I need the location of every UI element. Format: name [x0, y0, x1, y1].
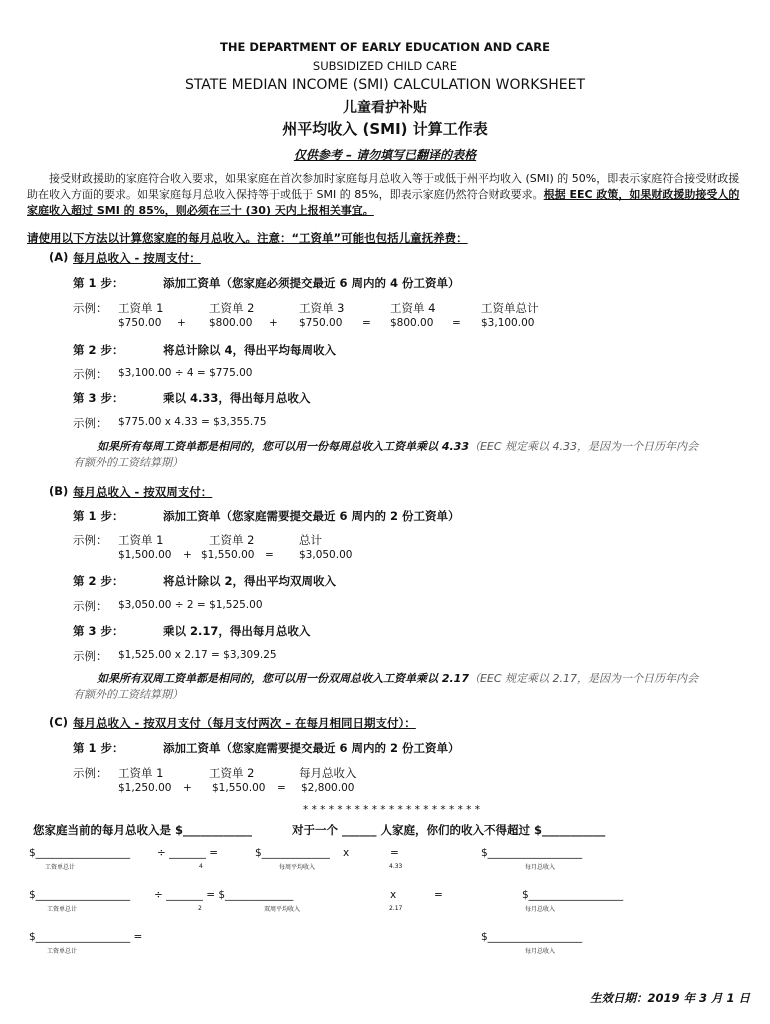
section-b-value-total: $3,050.00 — [299, 549, 353, 561]
section-a-value-2: $800.00 — [209, 317, 253, 329]
section-a-step3-label: 第 3 步： — [73, 391, 124, 405]
row1-divide-field[interactable]: ÷ _______ = — [157, 847, 219, 859]
star-divider: * * * * * * * * * * * * * * * * * * * * * — [303, 804, 481, 816]
section-a-step3-text: 乘以 4.33，得出每月总收入 — [163, 391, 311, 405]
section-a-note-bold: 如果所有每周工资单都是相同的，您可以用一份每周总收入工资单乘以 4.33 — [97, 440, 469, 453]
row3-paycheck-total-field[interactable]: $__________________ = — [29, 931, 143, 943]
row2-caption-biweekly-average: 双周平均收入 — [264, 906, 301, 913]
summary-limit[interactable]: 对于一个 ______ 人家庭，你们的收入不得超过 $___________ — [292, 823, 606, 837]
section-b-value-2: $1,550.00 — [201, 549, 255, 561]
section-a-head-3: 工资单 3 — [299, 301, 345, 315]
row2-equals-sign: = — [434, 889, 443, 901]
row1-monthly-income-field[interactable]: $__________________ — [481, 847, 583, 859]
section-b-step1-label: 第 1 步： — [73, 509, 124, 523]
section-a-step2-example: $3,100.00 ÷ 4 = $775.00 — [118, 367, 253, 379]
section-c-value-total: $2,800.00 — [301, 782, 355, 794]
effective-date: 生效日期：2019 年 3 月 1 日 — [590, 991, 751, 1005]
section-a-op-1: + — [177, 317, 186, 329]
section-b-example-label: 示例： — [73, 533, 108, 547]
row1-multiply-sign: x — [343, 847, 350, 859]
row3-caption-monthly-income: 每月总收入 — [525, 948, 556, 955]
department-heading: THE DEPARTMENT OF EARLY EDUCATION AND CARE — [220, 40, 550, 54]
section-b-head-total: 总计 — [299, 533, 322, 547]
instruction-line: 请使用以下方法以计算您家庭的每月总收入。注意：“工资单”可能也包括儿童抚养费： — [27, 231, 468, 245]
row2-multiply-sign: x — [390, 889, 397, 901]
row1-caption-monthly-income: 每月总收入 — [525, 864, 556, 871]
section-c-example-label: 示例： — [73, 766, 108, 780]
intro-policy-text: 根据 EEC 政策，如果财政援助接受人的家庭收入超过 SMI 的 85%，则必须在三十 (30) 天内上报相关事宜。 — [27, 188, 740, 217]
section-b-op-1: + — [183, 549, 192, 561]
section-a-step2-text: 将总计除以 4，得出平均每周收入 — [163, 343, 337, 357]
reference-note: 仅供参考 – 请勿填写已翻译的表格 — [293, 148, 477, 162]
section-a-op-eq: = — [452, 317, 461, 329]
section-a-step2-example-label: 示例： — [73, 367, 108, 381]
row3-monthly-income-field[interactable]: $__________________ — [481, 931, 583, 943]
row1-paycheck-total-field[interactable]: $__________________ — [29, 847, 131, 859]
section-b-op-eq: = — [265, 549, 274, 561]
row2-monthly-income-field[interactable]: $__________________ — [522, 889, 624, 901]
section-b-step1-text: 添加工资单（您家庭需要提交最近 6 周内的 2 份工资单） — [163, 509, 460, 523]
section-a-head-2: 工资单 2 — [209, 301, 255, 315]
section-a-letter: (A) — [49, 250, 69, 264]
section-a-step3-example: $775.00 x 4.33 = $3,355.75 — [118, 416, 267, 428]
row2-paycheck-total-field[interactable]: $__________________ — [29, 889, 131, 901]
section-a-op-2: + — [269, 317, 278, 329]
summary-income[interactable]: 您家庭当前的每月总收入是 $____________ — [33, 823, 253, 837]
section-a-title: 每月总收入 - 按周支付： — [73, 251, 201, 265]
section-c-step1-text: 添加工资单（您家庭需要提交最近 6 周内的 2 份工资单） — [163, 741, 460, 755]
section-c-letter: (C) — [49, 715, 68, 729]
worksheet-title: STATE MEDIAN INCOME (SMI) CALCULATION WORKSHEET — [184, 77, 586, 93]
section-a-step1-text: 添加工资单（您家庭必须提交最近 6 周内的 4 份工资单） — [163, 276, 460, 290]
row1-caption-divisor: 4 — [199, 863, 203, 870]
row2-divide-field[interactable]: ÷ _______ = $_____________ — [154, 889, 294, 901]
chinese-title-2: 州平均收入 (SMI) 计算工作表 — [282, 120, 488, 138]
section-a-op-3: = — [362, 317, 371, 329]
subsidized-heading: SUBSIDIZED CHILD CARE — [312, 59, 458, 73]
section-b-step2-example-label: 示例： — [73, 599, 108, 613]
section-b-step2-example: $3,050.00 ÷ 2 = $1,525.00 — [118, 599, 263, 611]
section-b-step3-example-label: 示例： — [73, 649, 108, 663]
intro-text: 接受财政援助的家庭符合收入要求，如果家庭在首次参加时家庭每月总收入等于或低于州平均收入 (SMI) 的 50%，即表示家庭符合接受财政援助在收入方面的要求。如果家庭每月总收入保持等于或低于 SMI 的 85%，即表示家庭仍然符合财政要求。 — [27, 172, 740, 201]
row1-caption-weekly-average: 每周平均收入 — [279, 864, 316, 871]
section-a-head-4: 工资单 4 — [390, 301, 436, 315]
section-b-head-2: 工资单 2 — [209, 533, 255, 547]
row3-caption-paycheck-total: 工资单总计 — [47, 948, 78, 955]
section-a-example-label: 示例： — [73, 301, 108, 315]
chinese-title-1: 儿童看护补贴 — [343, 100, 427, 116]
section-c-value-1: $1,250.00 — [118, 782, 172, 794]
section-b-letter: (B) — [49, 484, 69, 498]
section-b-step3-text: 乘以 2.17，得出每月总收入 — [163, 624, 311, 638]
row1-caption-multiplier: 4.33 — [389, 863, 403, 870]
section-a-value-total: $3,100.00 — [481, 317, 535, 329]
section-b-step2-label: 第 2 步： — [73, 574, 124, 588]
section-a-step3-example-label: 示例： — [73, 416, 108, 430]
section-a-note-light: （EEC 规定乘以 4.33，是因为一个日历年内会有额外的工资结算期） — [73, 440, 699, 469]
section-c-head-2: 工资单 2 — [209, 766, 255, 780]
section-b-step3-label: 第 3 步： — [73, 624, 124, 638]
section-a-step1-label: 第 1 步： — [73, 276, 124, 290]
section-c-head-total: 每月总收入 — [299, 766, 357, 780]
section-a-step2-label: 第 2 步： — [73, 343, 124, 357]
row1-weekly-average-field[interactable]: $_____________ — [255, 847, 330, 859]
section-b-note-bold: 如果所有双周工资单都是相同的，您可以用一份双周总收入工资单乘以 2.17 — [97, 672, 469, 685]
section-a-value-1: $750.00 — [118, 317, 162, 329]
section-a-note — [73, 439, 703, 471]
section-c-value-2: $1,550.00 — [212, 782, 266, 794]
section-b-note — [73, 671, 703, 703]
section-a-value-3: $750.00 — [299, 317, 343, 329]
section-c-title: 每月总收入 - 按双月支付（每月支付两次 – 在每月相同日期支付）： — [73, 716, 416, 730]
section-b-value-1: $1,500.00 — [118, 549, 172, 561]
section-c-op-eq: = — [277, 782, 286, 794]
row2-caption-multiplier: 2.17 — [389, 905, 403, 912]
section-b-head-1: 工资单 1 — [118, 533, 164, 547]
section-c-head-1: 工资单 1 — [118, 766, 164, 780]
section-b-step3-example: $1,525.00 x 2.17 = $3,309.25 — [118, 649, 277, 661]
row1-caption-paycheck-total: 工资单总计 — [45, 864, 76, 871]
row2-caption-paycheck-total: 工资单总计 — [47, 906, 78, 913]
section-c-op-1: + — [183, 782, 192, 794]
section-b-title: 每月总收入 - 按双周支付： — [73, 485, 213, 499]
intro-paragraph — [27, 171, 742, 219]
section-a-head-total: 工资单总计 — [481, 301, 539, 315]
section-b-note-light: （EEC 规定乘以 2.17，是因为一个日历年内会有额外的工资结算期） — [73, 672, 699, 701]
section-a-value-4: $800.00 — [390, 317, 434, 329]
row1-equals-sign: = — [390, 847, 399, 859]
row2-caption-monthly-income: 每月总收入 — [525, 906, 556, 913]
section-c-step1-label: 第 1 步： — [73, 741, 124, 755]
row2-caption-divisor: 2 — [198, 905, 202, 912]
section-a-head-1: 工资单 1 — [118, 301, 164, 315]
section-b-step2-text: 将总计除以 2，得出平均双周收入 — [163, 574, 337, 588]
